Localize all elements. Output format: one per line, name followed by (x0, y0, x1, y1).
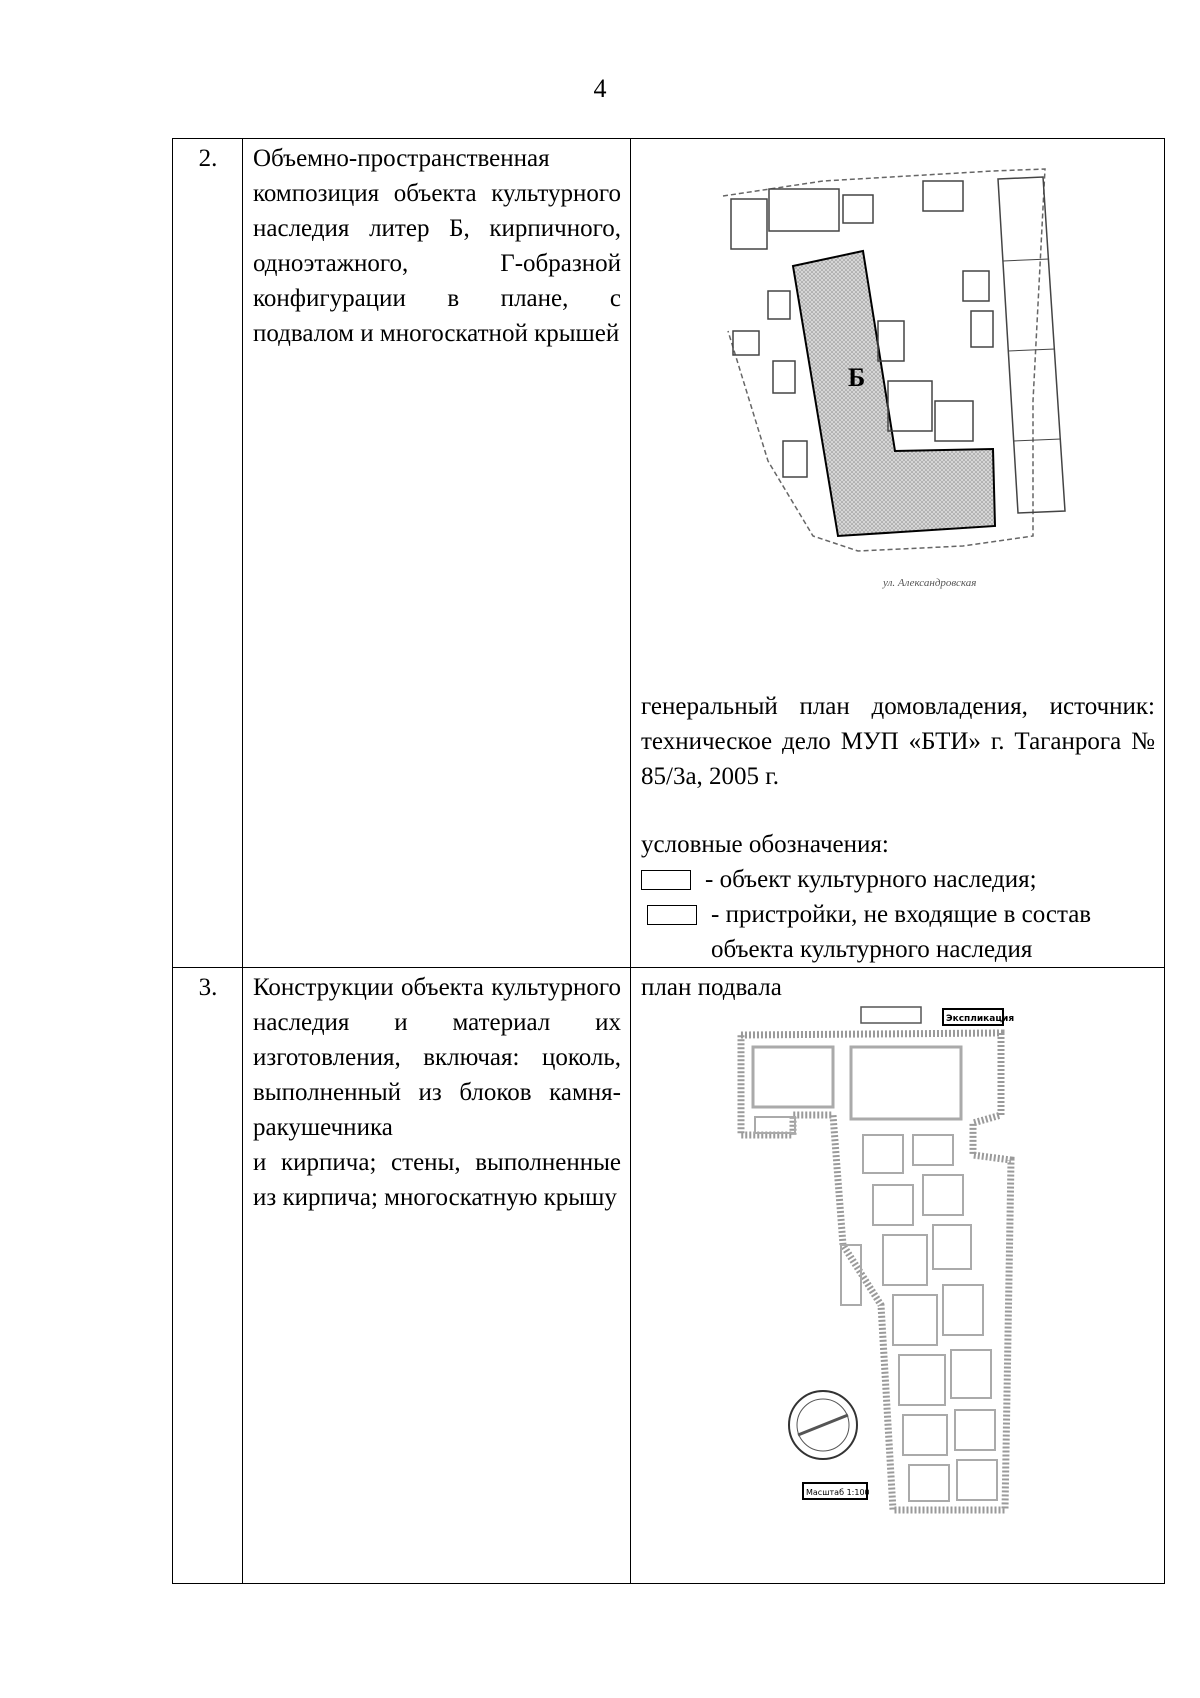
legend-label: - пристройки, не входящие в состав объекта культурного наследия (711, 901, 1092, 963)
table-row (173, 968, 1165, 1584)
heritage-building-b (793, 251, 995, 536)
street-label: ул. Александровская (883, 577, 977, 589)
plan-title: план подвала (641, 974, 782, 1001)
legend-swatch (641, 870, 691, 890)
annex (888, 381, 932, 431)
row-figure-cell (631, 139, 1165, 968)
row-figure-cell (631, 968, 1165, 1584)
annex (935, 401, 973, 441)
plan-top-label: Экспликация (946, 1014, 1015, 1024)
row-description (243, 968, 631, 1584)
annex (878, 321, 904, 361)
legend-title: условные обозначения: (641, 831, 889, 858)
outbuilding (769, 189, 839, 231)
outbuilding (843, 195, 873, 223)
table-row (173, 139, 1165, 968)
basement-plan-drawing (733, 1005, 1063, 1525)
content-table (172, 138, 1165, 1584)
row-description: Объемно-пространственная композиция объекта культурного наследия литер Б, кирпичного, одноэтажного, Г-образной конфигурации в плане, с подвалом и многоскатной крышей (243, 139, 631, 968)
figure-caption: генеральный план домовладения, источник: техническое дело МУП «БТИ» г. Таганрога № 85/3а, 2005 г. (641, 693, 1155, 790)
site-plan-drawing (673, 141, 1123, 641)
annex (768, 291, 790, 319)
row-number: 3. (173, 968, 243, 1584)
legend-item-heritage (641, 862, 1155, 897)
site-plan-figure (641, 141, 1155, 641)
legend-label: - объект культурного наследия; (705, 866, 1037, 893)
row-description-line: Конструкции объекта культурного наследия и материал их изготовления, включая: цоколь, выполненный из блоков камня-ракушечника (253, 974, 621, 1141)
plan-scale: Масштаб 1:100 (806, 1488, 870, 1497)
annex (963, 271, 989, 301)
row-description-line: и кирпича; стены, выполненные из кирпича; многоскатную крышу (253, 1149, 621, 1211)
outbuilding (731, 199, 767, 249)
page-number: 4 (593, 74, 607, 103)
legend-swatch (647, 905, 697, 925)
row-number: 2. (173, 139, 243, 968)
basement-outline (741, 1033, 1011, 1510)
neighbor-building (998, 177, 1065, 513)
annex (971, 311, 993, 347)
legend-item-annex (641, 897, 1155, 967)
outbuilding (923, 181, 963, 211)
annex (733, 331, 759, 355)
basement-plan-figure (641, 1005, 1155, 1525)
annex (773, 361, 795, 393)
plan-letter: Б (848, 363, 866, 392)
annex (783, 441, 807, 477)
